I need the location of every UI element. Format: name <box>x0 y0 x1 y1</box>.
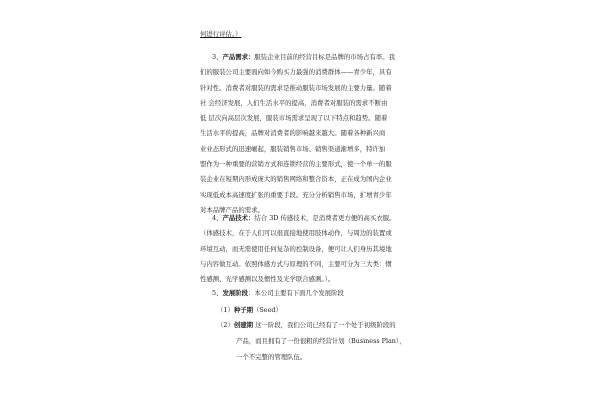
section-4-first-line <box>200 211 412 226</box>
section-5-intro: ：本公司主要有下面几个发展阶段 <box>248 289 344 297</box>
section-3-title: 产品需求： <box>222 53 255 61</box>
stage-1-item <box>217 303 282 318</box>
stage-2-line-0: 这一阶段，我们公司已经有了一个处于初级阶段的 <box>253 321 396 329</box>
stage-2-line: 产品，而且拥有了一份很粗的经营计划（Business Plan）， <box>236 337 406 345</box>
stage-2-number: （2） <box>217 321 234 329</box>
stage-1-rest: （Seed） <box>253 306 282 314</box>
section-3-line: 盟作为一种重要的营销方式和连锁经营的主要形式，使一个单一的服 <box>200 160 392 169</box>
section-3-line: 业业态形式的迅速崛起，服装销售市场、销售渠道渐增多，特许加 <box>200 144 386 153</box>
section-4-number: 4、 <box>212 214 223 222</box>
section-3-line-0: 服装企业目前的经营目标是品牌的市场占有率。我 <box>254 53 396 61</box>
section-4-line: 环境互动，而无需使用任何复杂的控制设备，便可让人们身历其境地 <box>200 244 392 253</box>
section-3-paragraph <box>200 50 412 218</box>
section-4-line: 与内容做互动。依照体感方式与原理的不同，主要可分为三大类：惯 <box>200 259 392 268</box>
section-4-title: 产品技术： <box>222 214 255 222</box>
stage-2-line: 一个不完整的管理队伍。 <box>236 353 307 361</box>
section-4-line: 性感测、光学感测以及惯性及光学联合感测。）。 <box>200 275 335 284</box>
stage-2-title: 创建期 <box>233 321 254 329</box>
section-3-line: 低 层次向高层次发展，服装市场需求呈现了以下特点和趋势。随着 <box>200 114 388 123</box>
section-5-title: 发展阶段 <box>222 289 249 297</box>
section-3-line: 们的服装公司主要面向如今购买力最强的消费群体——青少年，具有 <box>200 68 392 77</box>
section-4-line-0: 结合 3D 传感技术，是消费者更方便的高买衣服。 <box>254 214 396 222</box>
section-3-line: 装企业在短期内形成庞大的销售网络和整合资本，正在成为国内企业 <box>200 175 392 184</box>
stage-2-first-line <box>217 318 396 333</box>
section-5-number: 5、 <box>212 289 223 297</box>
stage-1-title: 种子期 <box>233 306 254 314</box>
section-3-line: 实现低成本高速度扩张的重要手段。充分分析销售市场，扩增青少年 <box>200 190 392 199</box>
section-3-first-line <box>200 50 412 65</box>
section-5-heading <box>212 286 344 301</box>
section-3-line: 对本品牌产品的需求。 <box>200 205 264 214</box>
section-4-line: （体感技术，在于人们可以很直接地使用肢体动作，与周边的装置或 <box>200 229 392 238</box>
section-3-number: 3、 <box>212 53 223 61</box>
section-3-line: 社 会经济发展，人们生活水平的提高，消费者对服装的需求不断由 <box>200 98 388 107</box>
section-3-line: 针对性。消费者对服装的需求是推动服装市场发展的主要力量。随着 <box>200 83 392 92</box>
continued-line: 何进行评估。） <box>200 30 242 38</box>
stage-1-number: （1） <box>217 306 234 314</box>
section-3-line: 生活水平的提高，品牌对消费者的影响越来越大。随着各种新兴商 <box>200 129 386 138</box>
section-4-paragraph <box>200 211 412 287</box>
